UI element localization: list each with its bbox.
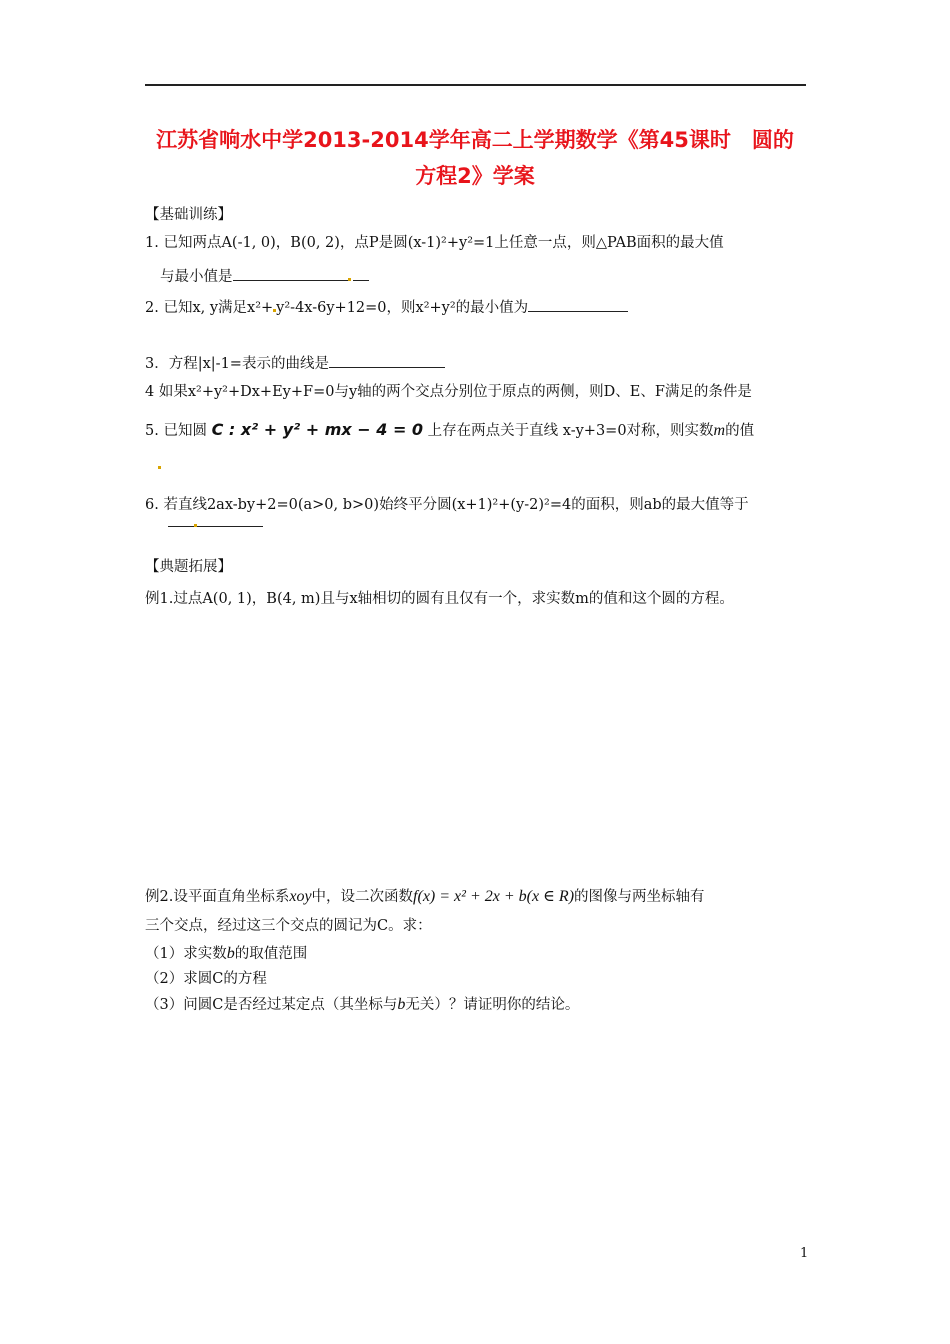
section-extension: 【典题拓展】 — [145, 559, 232, 575]
question-5-text-b: 上存在两点关于直线 x-y+3=0对称，则实数 — [427, 423, 714, 439]
question-1-line2 — [160, 266, 369, 287]
part-3-text-a: （3）问圆C是否经过某定点（其坐标与 — [145, 997, 398, 1013]
example-2-line1 — [145, 887, 705, 907]
part-1-text-a: （1）求实数 — [145, 946, 227, 962]
answer-blank-1b — [353, 266, 369, 281]
example-2-part-2: （2）求圆C的方程 — [145, 971, 267, 987]
example-2-text-b: 中，设二次函数 — [311, 889, 414, 905]
answer-blank-6a — [168, 512, 194, 527]
circle-equation: C : x² + y² + mx − 4 = 0 — [211, 420, 424, 439]
part-3-text-b: 无关）？请证明你的结论。 — [405, 997, 580, 1013]
question-2 — [145, 297, 628, 318]
question-4: 4 如果x²+y²+Dx+Ey+F=0与y轴的两个交点分别位于原点的两侧，则D、E、F满足的条件是 — [145, 384, 752, 400]
section-basic-training: 【基础训练】 — [145, 207, 232, 223]
coordinate-system: xoy — [289, 888, 312, 905]
question-5-text-a: 5. 已知圆 — [145, 423, 207, 439]
variable-b: b — [226, 945, 235, 962]
part-1-text-b: 的取值范围 — [234, 946, 308, 962]
answer-blank-1a — [233, 266, 348, 281]
document-title-line2: 方程2》学案 — [415, 164, 535, 188]
question-3-text: 3．方程|x|-1=表示的曲线是 — [145, 356, 329, 372]
variable-b: b — [397, 996, 406, 1013]
example-1: 例1.过点A(0, 1)，B(4, m)且与x轴相切的圆有且仅有一个，求实数m的值和这个圆的方程。 — [145, 591, 734, 607]
question-6: 6. 若直线2ax-by+2=0(a>0, b>0)始终平分圆(x+1)²+(y-2)²=4的面积，则ab的最大值等于 — [145, 497, 749, 513]
example-2-part-1 — [145, 944, 307, 964]
question-3 — [145, 353, 445, 374]
question-5-text-c: 的值 — [725, 423, 755, 439]
header-rule — [145, 84, 806, 86]
question-1-text: 与最小值是 — [160, 269, 233, 285]
example-2-text-c: 的图像与两坐标轴有 — [574, 889, 705, 905]
answer-blank-6b — [197, 512, 263, 527]
quadratic-function: f(x) = x² + 2x + b(x ∈ R) — [413, 888, 575, 905]
mark-dot — [348, 278, 351, 281]
question-2-text-a: 2. 已知x, y满足x²+ — [145, 300, 274, 316]
question-6-answer-line — [168, 512, 263, 533]
mark-dot — [158, 466, 161, 469]
question-1-line1: 1. 已知两点A(-1, 0)，B(0, 2)，点P是圆(x-1)²+y²=1上任意一点，则△PAB面积的最大值 — [145, 235, 724, 251]
question-5-answer-line — [158, 455, 161, 475]
answer-blank-3 — [329, 353, 445, 368]
example-2-text-a: 例2.设平面直角坐标系 — [145, 889, 290, 905]
answer-blank-2 — [528, 297, 628, 312]
question-2-text-b: y²-4x-6y+12=0，则x²+y²的最小值为 — [276, 300, 529, 316]
example-2-line2: 三个交点，经过这三个交点的圆记为C。求： — [145, 918, 432, 934]
variable-m: m — [713, 422, 726, 439]
page-number: 1 — [800, 1246, 809, 1261]
document-title-line1: 江苏省响水中学2013-2014学年高二上学期数学《第45课时 圆的 — [156, 128, 794, 152]
example-2-part-3 — [145, 995, 579, 1015]
question-5 — [145, 420, 754, 441]
